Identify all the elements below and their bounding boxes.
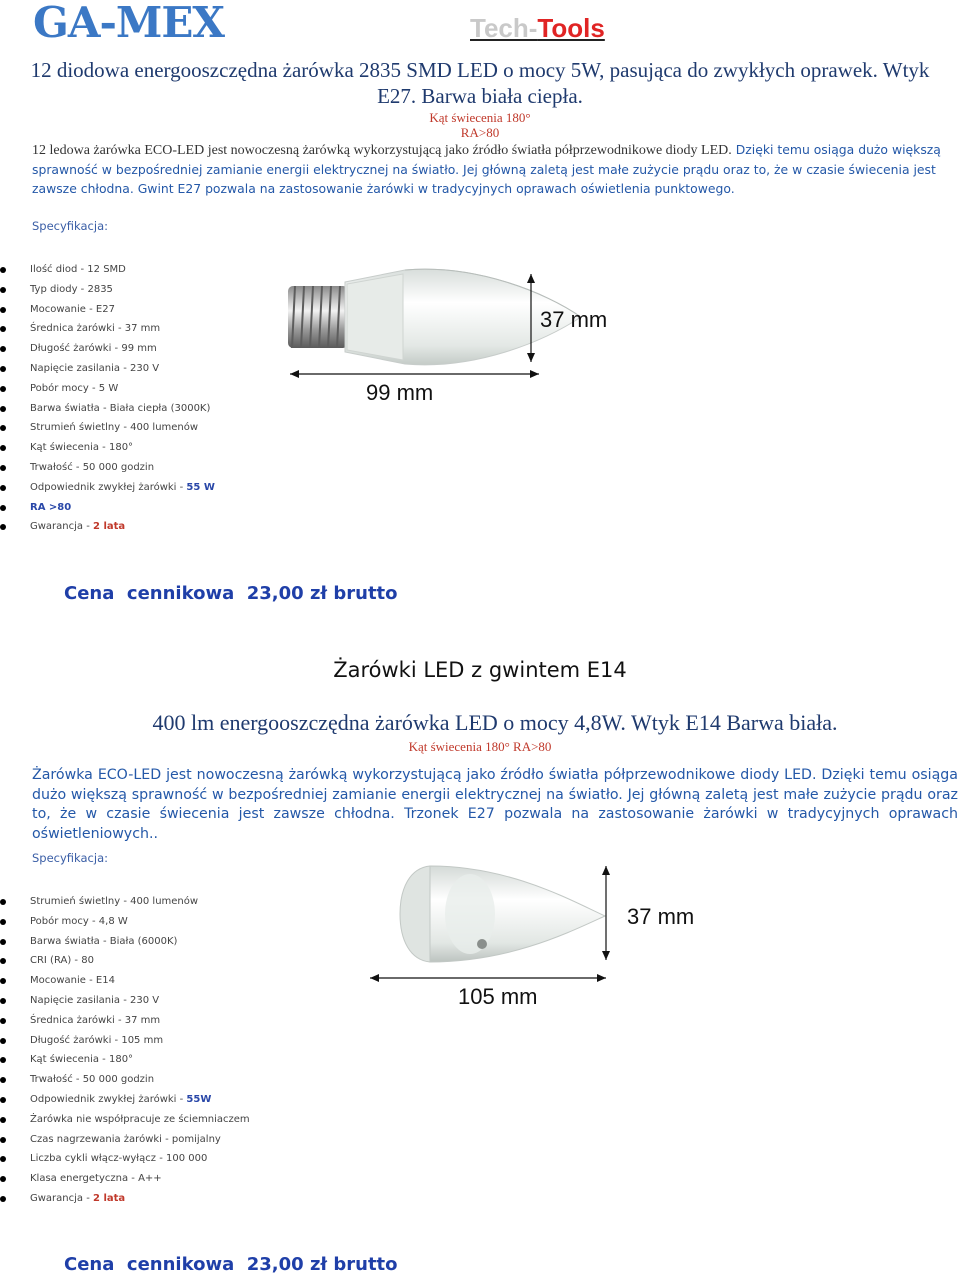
list-item: Barwa światła - Biała (6000K) bbox=[0, 932, 250, 952]
list-item: Liczba cykli włącz-wyłącz - 100 000 bbox=[0, 1149, 250, 1169]
product2-price: Cena cennikowa 23,00 zł brutto bbox=[64, 1254, 398, 1275]
list-item: Klasa energetyczna - A++ bbox=[0, 1169, 250, 1189]
bullet-icon bbox=[0, 1176, 6, 1182]
list-item: Barwa światła - Biała ciepła (3000K) bbox=[0, 399, 215, 419]
bullet-icon bbox=[0, 1077, 6, 1083]
list-item: Czas nagrzewania żarówki - pomijalny bbox=[0, 1130, 250, 1150]
product2-spec-list bbox=[0, 892, 250, 1209]
list-item: Strumień świetlny - 400 lumenów bbox=[0, 892, 250, 912]
list-item: Kąt świecenia - 180° bbox=[0, 1050, 250, 1070]
bullet-icon bbox=[0, 267, 6, 273]
bullet-icon bbox=[0, 1196, 6, 1202]
bulb1-width-label: 37 mm bbox=[540, 307, 608, 332]
desc-part-a: 12 ledowa żarówka ECO-LED jest nowoczesną żarówką wykorzystującą jako źródło światła półprzewodnikowe diody LED. bbox=[32, 143, 732, 158]
list-item: Ilość diod - 12 SMD bbox=[0, 260, 215, 280]
bullet-icon bbox=[0, 386, 6, 392]
list-item: Pobór mocy - 5 W bbox=[0, 379, 215, 399]
desc-part-c: Jej główną zaletą jest małe zużycie prądu oraz to, że w czasie świecenia jest zawsze chłodna. Gwint E27 pozwala na zastosowanie żarówki w tradycyjnych oprawach oświetlenia punktowego. bbox=[32, 162, 936, 196]
bullet-icon bbox=[0, 1137, 6, 1143]
bullet-icon bbox=[0, 485, 6, 491]
product1-title: 12 diodowa energooszczędna żarówka 2835 SMD LED o mocy 5W, pasująca do zwykłych oprawek. Wtyk E27. Barwa biała ciepła. bbox=[30, 58, 930, 108]
product1-ra: RA>80 bbox=[460, 125, 500, 140]
product1-angle: Kąt świecenia 180° bbox=[429, 110, 531, 125]
product2-title: 400 lm energooszczędna żarówka LED o mocy 4,8W. Wtyk E14 Barwa biała. bbox=[152, 710, 838, 735]
bullet-icon bbox=[0, 1156, 6, 1162]
bullet-icon bbox=[0, 998, 6, 1004]
bulb2-length-label: 105 mm bbox=[458, 984, 538, 1009]
product1-price: Cena cennikowa 23,00 zł brutto bbox=[64, 583, 398, 604]
list-item: Napięcie zasilania - 230 V bbox=[0, 359, 215, 379]
list-item: Pobór mocy - 4,8 W bbox=[0, 912, 250, 932]
brand-link[interactable] bbox=[470, 12, 605, 44]
list-item: Długość żarówki - 105 mm bbox=[0, 1031, 250, 1051]
bullet-icon bbox=[0, 307, 6, 313]
product1-description bbox=[32, 140, 942, 198]
bulb1-length-label: 99 mm bbox=[366, 380, 434, 405]
list-item: Strumień świetlny - 400 lumenów bbox=[0, 418, 215, 438]
bullet-icon bbox=[0, 445, 6, 451]
bullet-icon bbox=[0, 406, 6, 412]
bullet-icon bbox=[0, 366, 6, 372]
list-item: Trwałość - 50 000 godzin bbox=[0, 1070, 250, 1090]
list-item: Napięcie zasilania - 230 V bbox=[0, 991, 250, 1011]
bullet-icon bbox=[0, 346, 6, 352]
bullet-icon bbox=[0, 465, 6, 471]
brand-part-b: Tools bbox=[537, 13, 605, 43]
product2-angle-ra: Kąt świecenia 180° RA>80 bbox=[408, 739, 552, 754]
list-item: CRI (RA) - 80 bbox=[0, 951, 250, 971]
list-item: RA >80 bbox=[0, 498, 215, 518]
bullet-icon bbox=[0, 1097, 6, 1103]
list-item: Średnica żarówki - 37 mm bbox=[0, 1011, 250, 1031]
bullet-icon bbox=[0, 899, 6, 905]
list-item: Odpowiednik zwykłej żarówki - 55W bbox=[0, 1090, 250, 1110]
bullet-icon bbox=[0, 287, 6, 293]
list-item: Średnica żarówki - 37 mm bbox=[0, 319, 215, 339]
bullet-icon bbox=[0, 1018, 6, 1024]
list-item: Odpowiednik zwykłej żarówki - 55 W bbox=[0, 478, 215, 498]
product1-spec-label: Specyfikacja: bbox=[32, 219, 108, 233]
list-item: Gwarancja - 2 lata bbox=[0, 517, 215, 537]
bullet-icon bbox=[0, 958, 6, 964]
bullet-icon bbox=[0, 1057, 6, 1063]
bulb2-width-label: 37 mm bbox=[627, 904, 695, 929]
list-item: Mocowanie - E27 bbox=[0, 300, 215, 320]
bullet-icon bbox=[0, 524, 6, 530]
list-item: Długość żarówki - 99 mm bbox=[0, 339, 215, 359]
bullet-icon bbox=[0, 1038, 6, 1044]
bullet-icon bbox=[0, 326, 6, 332]
list-item: Trwałość - 50 000 godzin bbox=[0, 458, 215, 478]
list-item: Żarówka nie współpracuje ze ściemniaczem bbox=[0, 1110, 250, 1130]
bullet-icon bbox=[0, 919, 6, 925]
bullet-icon bbox=[0, 505, 6, 511]
bullet-icon bbox=[0, 939, 6, 945]
list-item: Mocowanie - E14 bbox=[0, 971, 250, 991]
list-item: Gwarancja - 2 lata bbox=[0, 1189, 250, 1209]
bulb-e27-image bbox=[285, 262, 655, 412]
section-title-e14: Żarówki LED z gwintem E14 bbox=[333, 658, 627, 682]
company-logo: GA-MEX bbox=[33, 0, 224, 47]
list-item: Kąt świecenia - 180° bbox=[0, 438, 215, 458]
desc-part-b: Dzięki temu osiąga dużo większą sprawność w bezpośredniej zamianie energii elektrycznej na światło. bbox=[32, 142, 941, 177]
bullet-icon bbox=[0, 978, 6, 984]
product1-spec-list bbox=[0, 260, 215, 537]
bullet-icon bbox=[0, 1117, 6, 1123]
product2-description: Żarówka ECO-LED jest nowoczesną żarówką wykorzystującą jako źródło światła półprzewodnikowe diody LED. Dzięki temu osiąga dużo większą sprawność w bezpośredniej zamianie energii elektrycznej na światło. Jej główną zaletą jest małe zużycie prądu oraz to, że w czasie świecenia jest zawsze chłodna. Trzonek E27 pozwala na zastosowanie żarówki w tradycyjnych oprawach oświetleniowych.. bbox=[32, 767, 958, 842]
brand-part-a: Tech- bbox=[470, 13, 538, 43]
product2-spec-label: Specyfikacja: bbox=[32, 851, 108, 865]
bullet-icon bbox=[0, 425, 6, 431]
list-item: Typ diody - 2835 bbox=[0, 280, 215, 300]
